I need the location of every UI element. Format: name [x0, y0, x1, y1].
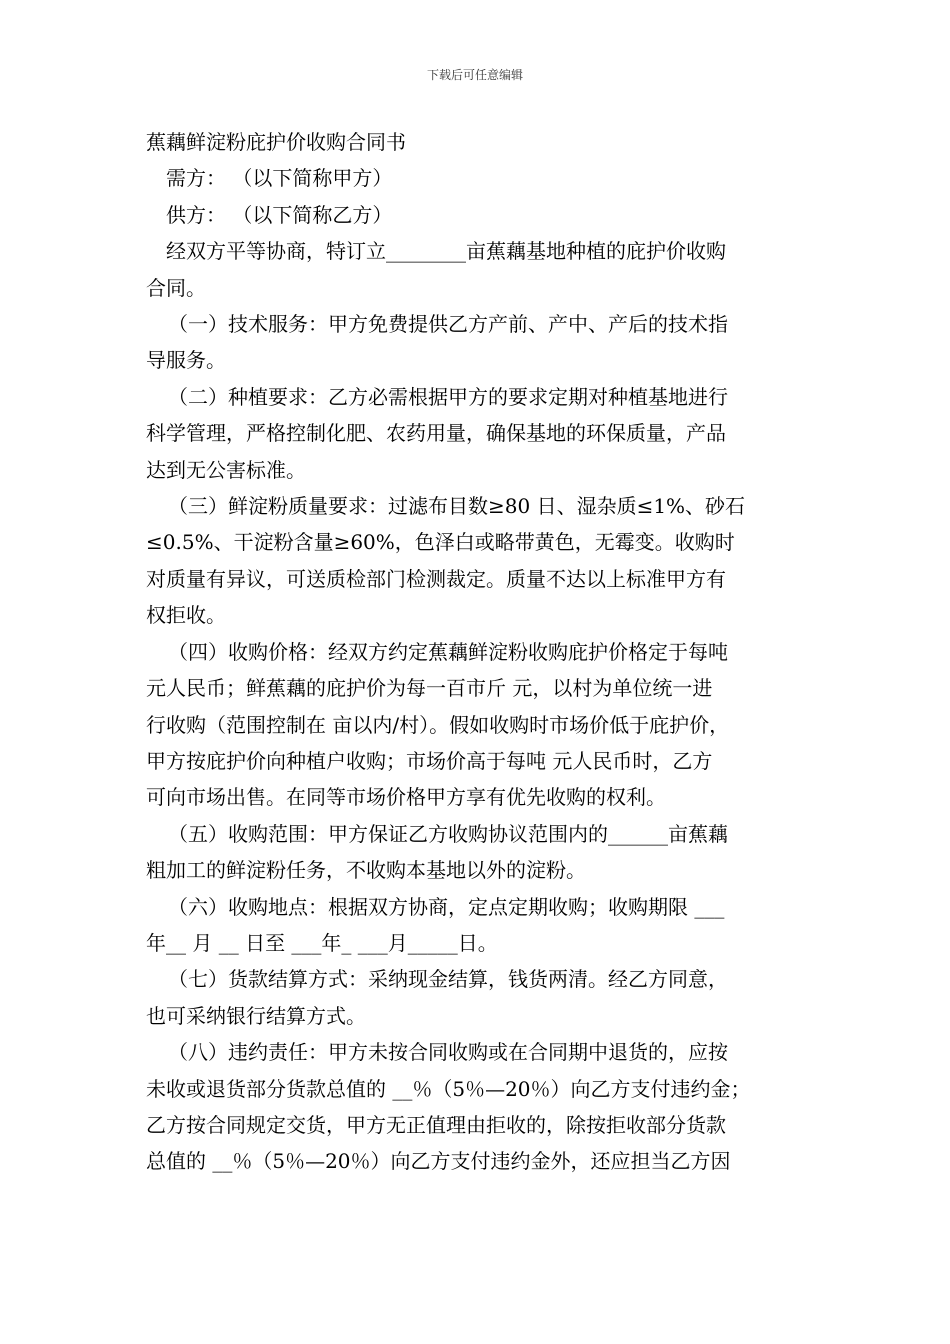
clause-1-line: 导服务。	[146, 348, 226, 373]
paragraph-line: 合同。	[146, 275, 206, 300]
clause-4-line: 可向市场出售。在同等市场价格甲方享有优先收购的权利。	[146, 785, 666, 810]
clause-7-line: （七）货款结算方式：采纳现金结算，钱货两清。经乙方同意，	[168, 967, 728, 992]
clause-5-line: （五）收购范围：甲方保证乙方收购协议范围内的______亩蕉藕	[168, 821, 728, 846]
document-title: 蕉藕鲜淀粉庇护价收购合同书	[146, 130, 406, 154]
clause-4-line: 甲方按庇护价向种植户收购；市场价高于每吨 元人民币时，乙方	[146, 748, 713, 773]
clause-5-line: 粗加工的鲜淀粉任务，不收购本基地以外的淀粉。	[146, 858, 586, 883]
clause-3-line: （三）鲜淀粉质量要求：过滤布目数≥80 日、湿杂质≤1%、砂石	[168, 494, 746, 519]
clause-3-line: 对质量有异议，可送质检部门检测裁定。质量不达以上标准甲方有	[146, 566, 726, 591]
clause-4-line: （四）收购价格：经双方约定蕉藕鲜淀粉收购庇护价格定于每吨	[168, 639, 728, 664]
paragraph-line: 经双方平等协商，特订立________亩蕉藕基地种植的庇护价收购	[166, 239, 726, 264]
clause-8-line: 乙方按合同规定交货，甲方无正值理由拒收的，除按拒收部分货款	[146, 1112, 726, 1137]
clause-8-line: 总值的 __％（5％—20％）向乙方支付违约金外，还应担当乙方因	[146, 1149, 731, 1174]
document-body	[146, 124, 818, 1180]
clause-7-line: 也可采纳银行结算方式。	[146, 1003, 366, 1028]
clause-8-line: 未收或退货部分货款总值的 __％（5％—20％）向乙方支付违约金；	[146, 1076, 751, 1101]
clause-2-line: 达到无公害标准。	[146, 457, 306, 482]
clause-4-line: 行收购（范围控制在 亩以内/村）。假如收购时市场价低于庇护价，	[146, 712, 730, 737]
clause-1-line: （一）技术服务：甲方免费提供乙方产前、产中、产后的技术指	[168, 312, 728, 337]
clause-4-line: 元人民币；鲜蕉藕的庇护价为每一百市斤 元，以村为单位统一进	[146, 676, 713, 701]
clause-6-line: 年__ 月 __ 日至 ___年_ ___月_____日。	[146, 930, 498, 955]
clause-8-line: （八）违约责任：甲方未按合同收购或在合同期中退货的，应按	[168, 1040, 728, 1065]
clause-6-line: （六）收购地点：根据双方协商，定点定期收购；收购期限 ___	[168, 894, 725, 919]
party-supplier-line: 供方： （以下简称乙方）	[166, 202, 393, 227]
clause-2-line: （二）种植要求：乙方必需根据甲方的要求定期对种植基地进行	[168, 384, 728, 409]
page-header: 下载后可任意编辑	[426, 68, 523, 82]
clause-2-line: 科学管理，严格控制化肥、农药用量，确保基地的环保质量，产品	[146, 421, 726, 446]
clause-3-line: ≤0.5%、干淀粉含量≥60%，色泽白或略带黄色，无霉变。收购时	[146, 530, 735, 555]
clause-3-line: 权拒收。	[146, 603, 226, 628]
party-buyer-line: 需方： （以下简称甲方）	[166, 166, 393, 191]
